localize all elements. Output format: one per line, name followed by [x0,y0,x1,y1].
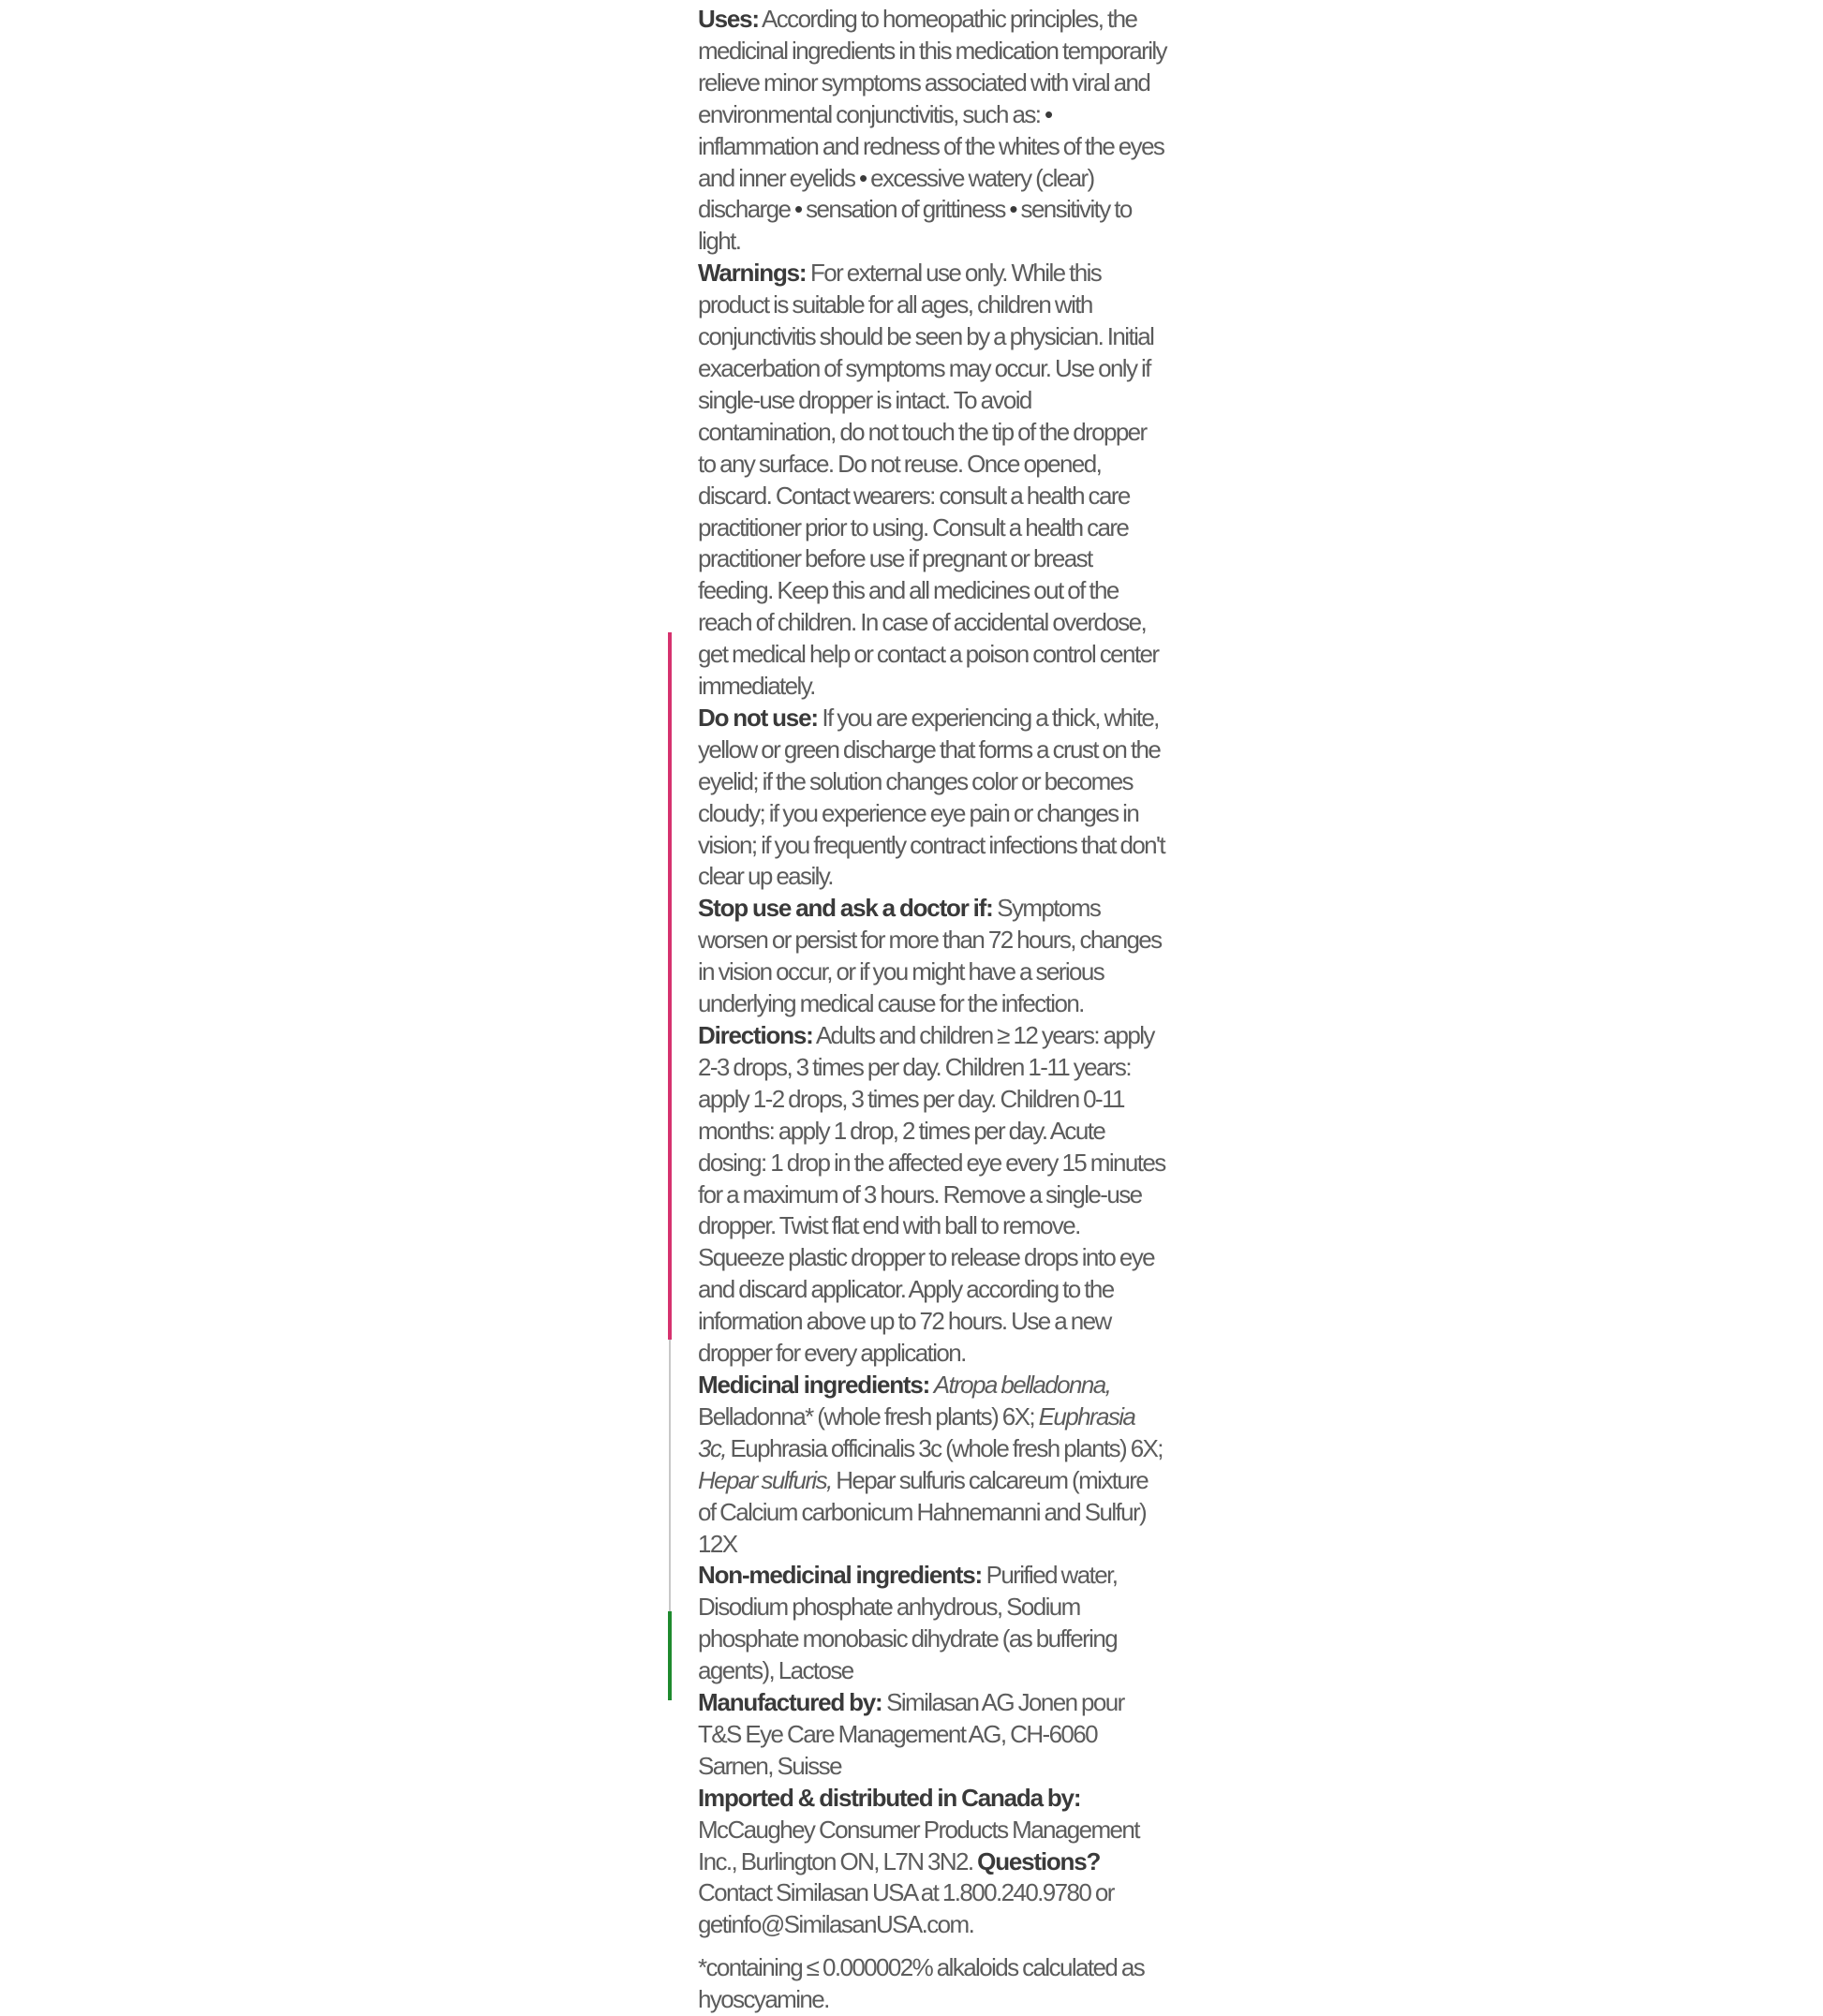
do-not-use-heading: Do not use: [698,703,818,732]
stop-use-section [698,893,1166,1020]
ingredient-detail: Belladonna* (whole fresh plants) 6X; [698,1401,1034,1430]
pink-side-stripe [668,632,672,1340]
directions-text: Adults and children ≥ 12 years: apply 2-3 drops, 3 times per day. Children 1-11 years: apply 1-2 drops, 3 times per day. Children 0-11 months: apply 1 drop, 2 times per day. Acute dosing: 1 drop in the affected eye every 15 minutes for a maximum of 3 hours. Remove a single-use dropper. Twist flat end with ball to remove. Squeeze plastic dropper to release drops into eye and discard applicator. Apply according to the information above up to 72 hours. Use a new dropper for every application. [698,1021,1165,1368]
imported-by-section [698,1783,1166,1942]
do-not-use-section [698,703,1166,893]
uses-section [698,4,1166,258]
ingredient-latin-name: Atropa belladonna, [933,1370,1111,1399]
medicinal-ingredients-heading: Medicinal ingredients: [698,1370,930,1399]
stop-use-heading: Stop use and ask a doctor if: [698,894,993,923]
ingredient-detail: Euphrasia officinalis 3c (whole fresh plants) 6X; [730,1433,1163,1462]
ingredient-latin-name: Hepar sulfuris, [698,1465,832,1494]
directions-heading: Directions: [698,1021,813,1049]
gray-side-stripe [669,1340,671,1611]
bullet-icon: • [1045,99,1052,128]
ingredient-latin-name: Euphrasia 3c, [698,1401,1135,1462]
do-not-use-text: If you are experiencing a thick, white, yellow or green discharge that forms a crust on the eyelid; if the solution changes color or becomes cloudy; if you experience eye pain or changes in vision; if you frequently contract infections that don't clear up easily. [698,703,1165,891]
questions-heading: Questions? [977,1846,1101,1875]
uses-heading: Uses: [698,5,759,33]
uses-intro: According to homeopathic principles, the medicinal ingredients in this medication temporarily relieve minor symptoms associated with viral and environmental conjunctivitis, such as: [698,5,1166,128]
bullet-icon: • [1009,195,1016,224]
non-medicinal-ingredients-text: Purified water, Disodium phosphate anhydrous, Sodium phosphate monobasic dihydrate (as buffering agents), Lactose [698,1561,1118,1685]
green-side-stripe [668,1611,672,1700]
manufactured-by-text: Similasan AG Jonen pour T&S Eye Care Management AG, CH-6060 Sarnen, Suisse [698,1688,1124,1780]
medicinal-ingredients-section [698,1370,1166,1560]
manufactured-by-heading: Manufactured by: [698,1688,882,1717]
uses-item: sensation of grittiness [806,195,1005,224]
manufactured-by-section [698,1687,1166,1783]
uses-item: excessive watery (clear) discharge [698,163,1094,224]
footnote: *containing ≤ 0.000002% alkaloids calculated as hyoscyamine. [698,1953,1145,2014]
imported-by-text: McCaughey Consumer Products Management Inc., Burlington ON, L7N 3N2. [698,1815,1139,1875]
directions-section [698,1020,1166,1370]
warnings-section [698,258,1166,703]
ingredient-detail: Hepar sulfuris calcareum (mixture of Calcium carbonicum Hahnemanni and Sulfur) 12X [698,1465,1149,1558]
uses-item: sensitivity to light. [698,195,1132,256]
non-medicinal-ingredients-heading: Non-medicinal ingredients: [698,1561,982,1590]
non-medicinal-ingredients-section [698,1560,1166,1687]
imported-by-heading: Imported & distributed in Canada by: [698,1783,1081,1812]
stop-use-text: Symptoms worsen or persist for more than 72 hours, changes in vision occur, or if you might have a serious underlying medical cause for the infection. [698,894,1162,1018]
drug-facts-panel [698,4,1166,2016]
bullet-icon: • [859,163,867,192]
questions-text: Contact Similasan USA at 1.800.240.9780 or getinfo@SimilasanUSA.com. [698,1878,1114,1939]
uses-item: inflammation and redness of the whites of the eyes and inner eyelids [698,131,1164,192]
bullet-icon: • [793,195,802,224]
warnings-text: For external use only. While this product is suitable for all ages, children with conjunctivitis should be seen by a physician. Initial exacerbation of symptoms may occur. Use only if single-use dropper is intact. To avoid contamination, do not touch the tip of the dropper to any surface. Do not reuse. Once opened, discard. Contact wearers: consult a health care practitioner prior to using. Consult a health care practitioner before use if pregnant or breast feeding. Keep this and all medicines out of the reach of children. In case of accidental overdose, get medical help or contact a poison control center immediately. [698,259,1159,701]
warnings-heading: Warnings: [698,259,807,288]
